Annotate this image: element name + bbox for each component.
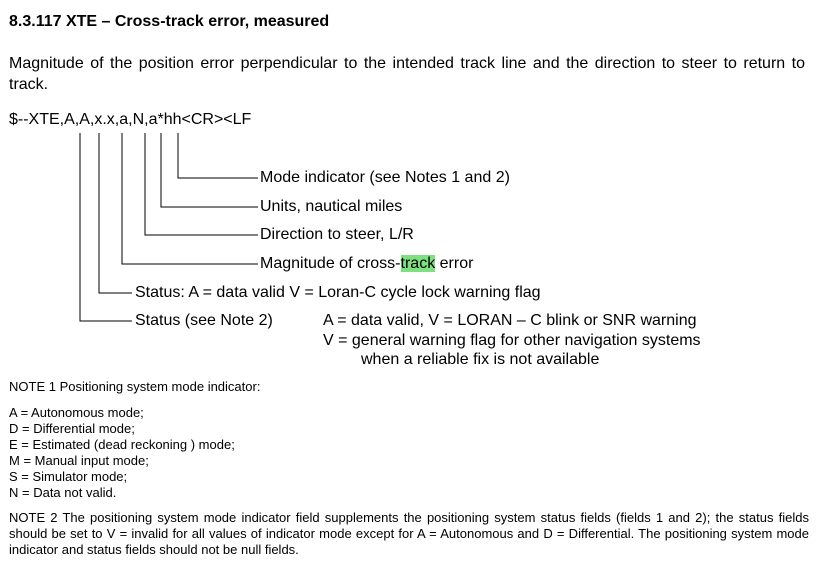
- magnitude-highlight: track: [400, 255, 436, 272]
- field-status-2-line-3: when a reliable fix is not available: [361, 351, 600, 368]
- field-units: Units, nautical miles: [260, 198, 403, 215]
- field-magnitude: [260, 255, 473, 273]
- note-1-heading: NOTE 1 Positioning system mode indicator:: [9, 379, 261, 394]
- mode-item: M = Manual input mode;: [9, 453, 149, 468]
- mode-list: [9, 405, 235, 501]
- section-description: Magnitude of the position error perpendicular to the intended track line and the direction to steer to return to track.: [9, 55, 805, 93]
- mode-item: A = Autonomous mode;: [9, 405, 144, 420]
- connector-mode-indicator: [178, 133, 258, 178]
- note-2: NOTE 2 The positioning system mode indicator field supplements the positioning system status fields (fields 1 and 2); the status fields should be set to V = invalid for all values of indicator mode except for A = Autonomous and D = Differential. The positioning system mode indicator and status fields should not be null fields.: [9, 510, 809, 557]
- mode-item: N = Data not valid.: [9, 485, 117, 500]
- field-direction: Direction to steer, L/R: [260, 226, 414, 243]
- connector-status-1: [99, 133, 132, 293]
- field-status-1: Status: A = data valid V = Loran-C cycle lock warning flag: [135, 284, 541, 301]
- field-mode-indicator: Mode indicator (see Notes 1 and 2): [260, 169, 510, 186]
- magnitude-text-prefix: Magnitude of cross-: [260, 255, 401, 272]
- field-status-2-label: Status (see Note 2): [135, 312, 273, 329]
- sentence-format: $--XTE,A,A,x.x,a,N,a*hh<CR><LF: [9, 111, 252, 128]
- mode-item: E = Estimated (dead reckoning ) mode;: [9, 437, 235, 452]
- magnitude-text-suffix: error: [435, 255, 474, 272]
- mode-item: D = Differential mode;: [9, 421, 135, 436]
- connector-magnitude: [122, 133, 258, 264]
- field-status-2-line-1: A = data valid, V = LORAN – C blink or SNR warning: [323, 312, 697, 329]
- field-status-2-line-2: V = general warning flag for other navigation systems: [323, 332, 701, 349]
- connector-direction: [145, 133, 258, 235]
- connector-units: [161, 133, 258, 207]
- section-title: 8.3.117 XTE – Cross-track error, measured: [9, 13, 330, 30]
- mode-item: S = Simulator mode;: [9, 469, 128, 484]
